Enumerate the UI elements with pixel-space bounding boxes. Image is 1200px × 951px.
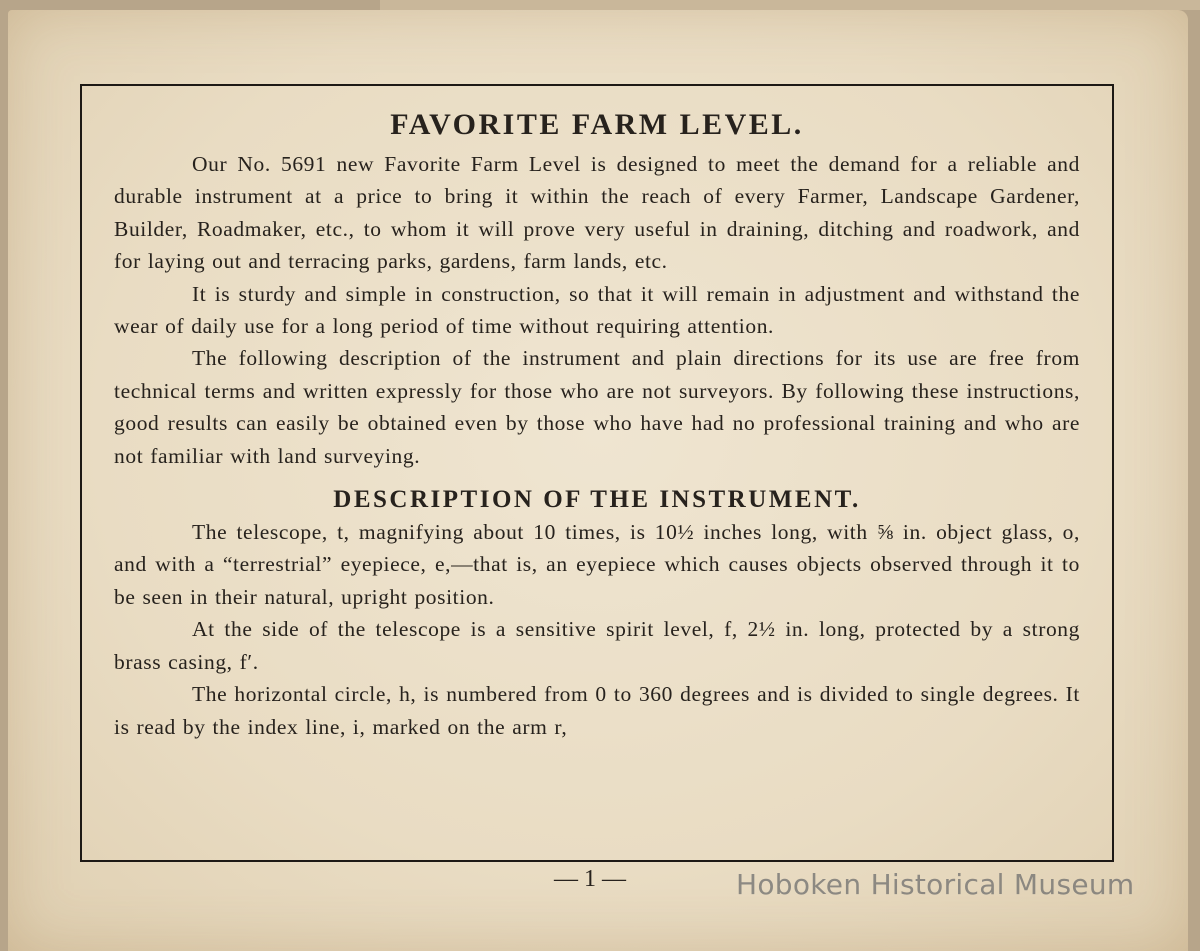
section-title: DESCRIPTION OF THE INSTRUMENT. [333,486,861,514]
paragraph-2: It is sturdy and simple in construction, so that it will remain in adjustment and withstand the wear of daily use for a long period of time without requiring attention. [114,281,1080,339]
page-title: FAVORITE FARM LEVEL. [390,108,804,141]
section-paragraph-3: The horizontal circle, h, is numbered from 0 to 360 degrees and is divided to single degrees. It is read by the index line, i, marked on the arm r, [114,682,1080,739]
page-edge [380,0,1200,10]
page-number: — 1 — [554,866,626,892]
paragraph-1: Our No. 5691 new Favorite Farm Level is designed to meet the demand for a reliable and durable instrument at a price to bring it within the reach of every Farmer, Landscape Gardener, Builder, Roadmaker, etc., to whom it will prove very useful in draining, ditching and roadwork, and for laying out and terracing parks, gardens, farm lands, etc. [114,152,1080,274]
museum-watermark: Hoboken Historical Museum [736,868,1135,901]
page-content [114,108,1080,743]
section-paragraph-2: At the side of the telescope is a sensitive spirit level, f, 2½ in. long, protected by a strong brass casing, f′. [114,617,1080,674]
paragraph-3: The following description of the instrument and plain directions for its use are free from technical terms and written expressly for those who are not surveyors. By following these instructions, good results can easily be obtained even by those who have had no professional training and who are not familiar with land surveying. [114,346,1080,468]
section-paragraph-1: The telescope, t, magnifying about 10 times, is 10½ inches long, with ⅝ in. object glass, o, and with a “terrestrial” eyepiece, e,—that is, an eyepiece which causes objects observed through it to be seen in their natural, upright position. [114,520,1080,609]
